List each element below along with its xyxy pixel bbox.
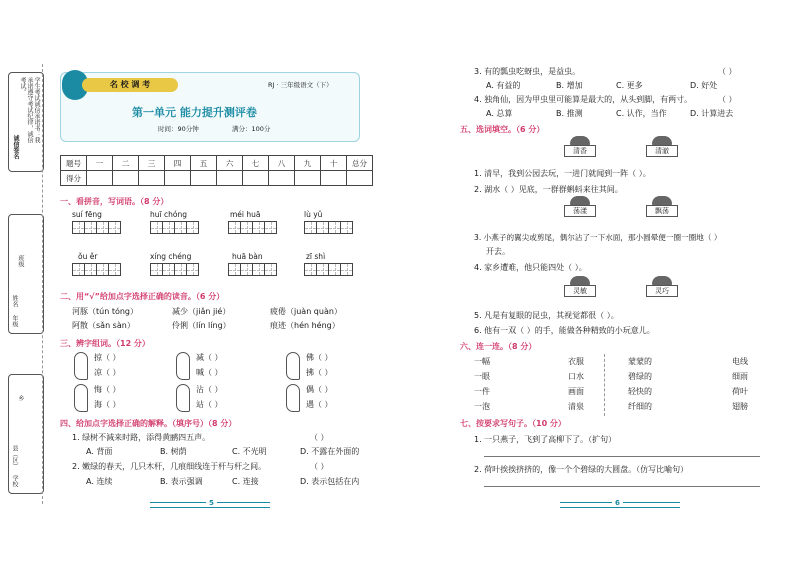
score-input-cell[interactable]	[217, 171, 243, 186]
word-item[interactable]: 偶（ ）	[306, 385, 333, 394]
bracket-icon	[286, 352, 300, 380]
pinyin: ǒu ěr	[78, 252, 98, 261]
option[interactable]: D. 不露在外面的	[300, 447, 360, 456]
word-item[interactable]: 佛（ ）	[306, 353, 333, 362]
section-2-title: 二、用“√”给加点字选择正确的读音。（6 分）	[60, 292, 225, 301]
logo-badge: 名 校 调 考	[82, 78, 178, 92]
pronunciation-item[interactable]: 减少（jiǎn jié）	[172, 307, 231, 316]
match-item[interactable]: 画面	[568, 387, 584, 396]
section-6-title: 六、连一连。（8 分）	[460, 342, 537, 351]
writing-grid[interactable]	[228, 263, 276, 278]
question-text: 2. 荷叶挨挨挤挤的，像一个个碧绿的大圆盘。（仿写比喻句）	[474, 465, 689, 474]
option[interactable]: D. 好处	[690, 81, 718, 90]
match-item[interactable]: 衣服	[568, 357, 584, 366]
integrity-pledge-box	[8, 72, 44, 172]
word-item[interactable]: 减（ ）	[196, 353, 223, 362]
section-3-title: 三、辨字组词。（12 分）	[60, 339, 150, 348]
match-item[interactable]: 清泉	[568, 402, 584, 411]
time-label: 时间：90分钟	[158, 125, 199, 133]
table-cell: 三	[139, 156, 165, 171]
table-cell: 十	[321, 156, 347, 171]
word-item[interactable]: 遇（ ）	[306, 400, 333, 409]
table-cell: 总分	[347, 156, 373, 171]
table-cell: 题号	[61, 156, 87, 171]
match-item[interactable]: 口水	[568, 372, 584, 381]
page-number: 5	[206, 499, 217, 507]
section-7-title: 七、按要求写句子。（10 分）	[460, 419, 566, 428]
cut-line	[42, 64, 43, 504]
town-label: 乡	[17, 395, 24, 401]
question-text[interactable]: 2. 湖水（ ）见底，一群群蝌蚪来往其间。	[474, 185, 623, 194]
option[interactable]: C. 认作，当作	[616, 109, 667, 118]
table-cell: 六	[217, 156, 243, 171]
word-choice: 灵巧	[646, 285, 678, 297]
option[interactable]: B. 表示强调	[160, 477, 203, 486]
question-text: 2. 嫩绿的春天，几只木杆，几痕细线连于杆与杆之间。	[72, 462, 267, 471]
bracket-icon	[176, 352, 190, 380]
table-cell: 四	[165, 156, 191, 171]
word-item[interactable]: 沾（ ）	[196, 385, 223, 394]
table-cell: 二	[113, 156, 139, 171]
score-input-cell[interactable]	[347, 171, 373, 186]
match-item[interactable]: 一幅	[474, 357, 490, 366]
word-item[interactable]: 喊（ ）	[196, 368, 223, 377]
option[interactable]: D. 表示包括在内	[300, 477, 360, 486]
option[interactable]: D. 计算进去	[690, 109, 734, 118]
score-table	[60, 155, 373, 186]
word-item[interactable]: 站（ ）	[196, 400, 223, 409]
section-1-title: 一、看拼音，写词语。（8 分）	[60, 197, 169, 206]
answer-paren[interactable]: （ ）	[310, 433, 329, 442]
match-item[interactable]: 荷叶	[732, 387, 748, 396]
bracket-icon	[74, 384, 88, 412]
pronunciation-item[interactable]: 痕迹（hén héng）	[270, 321, 340, 330]
answer-line[interactable]	[484, 456, 760, 457]
answer-paren[interactable]: （ ）	[718, 67, 737, 76]
writing-grid[interactable]	[72, 221, 120, 236]
score-input-cell[interactable]	[87, 171, 113, 186]
word-item[interactable]: 凉（ ）	[94, 368, 121, 377]
word-item[interactable]: 悔（ ）	[94, 385, 121, 394]
pronunciation-item[interactable]: 伶俐（lín líng）	[172, 321, 231, 330]
question-text: 3. 有的瓢虫吃蚜虫，是益虫。	[474, 67, 581, 76]
option[interactable]: C. 更多	[616, 81, 643, 90]
table-cell: 得分	[61, 171, 87, 186]
pronunciation-item[interactable]: 阿散（sǎn sàn）	[72, 321, 135, 330]
question-text[interactable]: 1. 清早，我到公园去玩，一进门就闻到一阵（ ）。	[474, 169, 651, 178]
word-mushroom	[648, 136, 676, 158]
divider	[604, 354, 605, 416]
county-label: 县（区）	[11, 445, 18, 469]
match-item[interactable]: 电线	[732, 357, 748, 366]
score-input-cell[interactable]	[165, 171, 191, 186]
match-item[interactable]: 蒙蒙的	[628, 357, 652, 366]
question-text[interactable]: 4. 家乡遭难，他只能四处（ ）。	[474, 263, 587, 272]
question-text[interactable]: 6. 他有一双（ ）的手，能做各种精致的小玩意儿。	[474, 326, 655, 335]
pronunciation-item[interactable]: 疲倦（juàn quàn）	[270, 307, 342, 316]
pledge-label: 诚信签名	[12, 135, 19, 159]
writing-grid[interactable]	[304, 221, 352, 236]
table-cell: 一	[87, 156, 113, 171]
question-text[interactable]: 3. 小燕子的翼尖或剪尾，偶尔沾了一下水面，那小圆晕便一圈一圈地（ ）	[474, 233, 722, 242]
option[interactable]: C. 连接	[232, 477, 259, 486]
word-item[interactable]: 掠（ ）	[94, 353, 121, 362]
full-score-label: 满分：100分	[232, 125, 271, 133]
writing-grid[interactable]	[228, 221, 276, 236]
score-input-cell[interactable]	[191, 171, 217, 186]
score-input-cell[interactable]	[113, 171, 139, 186]
question-text: 开去。	[486, 247, 510, 256]
bracket-icon	[286, 384, 300, 412]
pinyin: huī chóng	[150, 210, 187, 219]
match-item[interactable]: 一件	[474, 387, 490, 396]
question-text: 1. 绿树不減来时路，添得黄鹂四五声。	[72, 433, 211, 442]
match-item[interactable]: 一泡	[474, 402, 490, 411]
score-input-cell[interactable]	[139, 171, 165, 186]
word-item[interactable]: 拂（ ）	[306, 368, 333, 377]
pinyin: xíng chéng	[150, 252, 192, 261]
writing-grid[interactable]	[304, 263, 352, 278]
question-text[interactable]: 5. 凡是有复眼的昆虫，其视觉都很（ ）。	[474, 311, 619, 320]
section-5-title: 五、选词填空。（6 分）	[460, 125, 545, 134]
table-cell: 七	[243, 156, 269, 171]
word-choice: 灵敏	[564, 285, 596, 297]
score-input-cell[interactable]	[295, 171, 321, 186]
answer-paren[interactable]: （ ）	[718, 95, 737, 104]
question-text: 4. 独角仙，因为甲虫里可能算是最大的，从头到脚，有两寸。	[474, 95, 693, 104]
match-item[interactable]: 纤细的	[628, 402, 652, 411]
match-item[interactable]: 细雨	[732, 372, 748, 381]
student-info-box	[8, 214, 44, 334]
pledge-text: 学生考试诚信承诺书：我承诺遵守考试纪律，诚信考试。	[19, 77, 40, 143]
section-4-title: 四、给加点字选择正确的解释。（填序号）（8 分）	[60, 419, 237, 428]
word-mushroom	[566, 276, 594, 298]
writing-grid[interactable]	[150, 221, 198, 236]
word-choice: 清香	[564, 145, 596, 157]
word-mushroom	[648, 196, 676, 218]
question-text: 1. 一只燕子，飞到了高柳下了。（扩句）	[474, 435, 617, 444]
writing-grid[interactable]	[150, 263, 198, 278]
option[interactable]: A. 连续	[86, 477, 113, 486]
name-label: 姓名	[11, 295, 18, 307]
word-mushroom	[648, 276, 676, 298]
word-choice: 飘荡	[646, 205, 678, 217]
edition-label: RJ · 三年级语文（下）	[268, 81, 333, 89]
option[interactable]: C. 不光明	[232, 447, 267, 456]
match-item[interactable]: 碧绿的	[628, 372, 652, 381]
bracket-icon	[74, 352, 88, 380]
match-item[interactable]: 一眼	[474, 372, 490, 381]
option[interactable]: A. 背面	[86, 447, 113, 456]
pinyin: zī shì	[306, 252, 326, 261]
match-item[interactable]: 翅膀	[732, 402, 748, 411]
answer-paren[interactable]: （ ）	[310, 462, 329, 471]
option[interactable]: B. 增加	[556, 81, 583, 90]
pinyin: lù yǔ	[304, 210, 323, 219]
match-item[interactable]: 轻快的	[628, 387, 652, 396]
word-item[interactable]: 海（ ）	[94, 400, 121, 409]
score-input-cell[interactable]	[243, 171, 269, 186]
table-cell: 九	[295, 156, 321, 171]
answer-line[interactable]	[484, 486, 760, 487]
school-info-box	[8, 374, 44, 494]
writing-grid[interactable]	[72, 263, 120, 278]
pinyin: huā bàn	[232, 252, 263, 261]
score-input-cell[interactable]	[321, 171, 347, 186]
pinyin: suí fēng	[72, 210, 102, 219]
table-cell: 五	[191, 156, 217, 171]
class-label: 班级	[17, 255, 24, 267]
option[interactable]: A. 有益的	[486, 81, 521, 90]
school-label: 学校	[11, 475, 18, 487]
word-mushroom	[566, 196, 594, 218]
option[interactable]: B. 树荫	[160, 447, 187, 456]
bracket-icon	[176, 384, 190, 412]
word-choice: 清澈	[646, 145, 678, 157]
pronunciation-item[interactable]: 河豚（tún tóng）	[72, 307, 138, 316]
pinyin: méi huā	[230, 210, 261, 219]
word-choice: 荡漾	[564, 205, 596, 217]
score-input-cell[interactable]	[269, 171, 295, 186]
page-number: 6	[612, 499, 623, 507]
binding-sidebar	[4, 64, 44, 504]
page-title: 第一单元 能力提升测评卷	[132, 106, 257, 119]
option[interactable]: B. 推测	[556, 109, 583, 118]
word-mushroom	[566, 136, 594, 158]
table-cell: 八	[269, 156, 295, 171]
option[interactable]: A. 总算	[486, 109, 513, 118]
grade-label: 年级	[11, 315, 18, 327]
